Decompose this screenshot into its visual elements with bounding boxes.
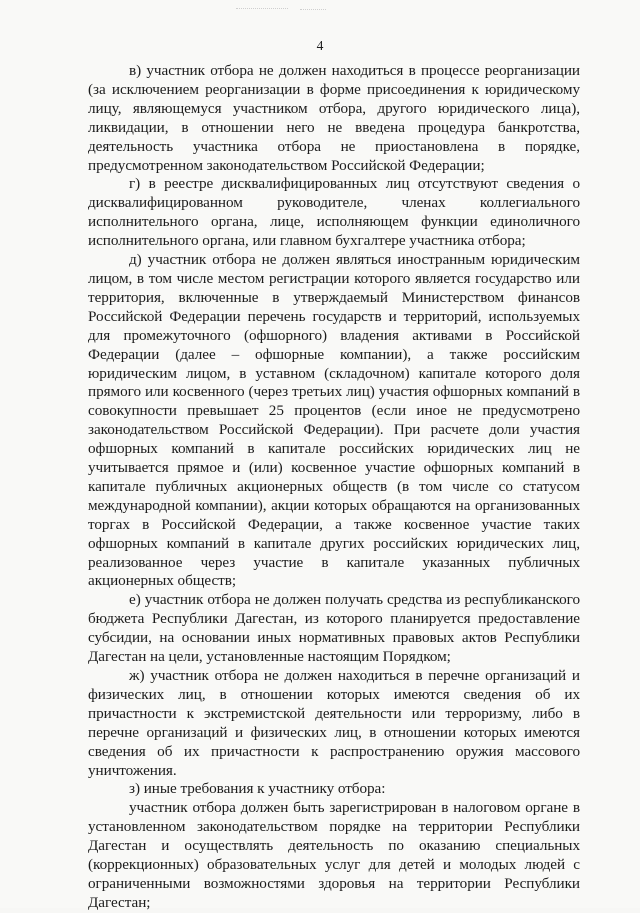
scan-artifact [236, 8, 288, 11]
scan-artifact [300, 9, 326, 12]
paragraph-v: в) участник отбора не должен находиться в процессе реорганизации (за исключением реорганизации в форме присоединения к юридическому лицу, являющемуся участником отбора, другого юридического лица), ликвидации, в отношении него не введена процедура банкротства, деятельность участника отбора не приостановлена в порядке, предусмотренном законодательством Российской Федерации; [88, 62, 580, 174]
page-number: 4 [316, 38, 324, 53]
paragraph-e: е) участник отбора не должен получать средства из республиканского бюджета Республики Дагестан, из которого планируется предоставление субсидии, на основании иных нормативных правовых актов Республики Дагестан на цели, установленные настоящим Порядком; [88, 591, 580, 666]
paragraph-zh: ж) участник отбора не должен находиться в перечне организаций и физических лиц, в отношении которых имеются сведения об их причастности к экстремистской деятельности или терроризму, либо в перечне организаций и физических лиц, в отношении которых имеются сведения об их причастности к распространению оружия массового уничтожения. [88, 667, 580, 779]
paragraph-d: д) участник отбора не должен являться иностранным юридическим лицом, в том числе местом регистрации которого является государство или территория, включенные в утверждаемый Министерством финансов Российской Федерации перечень государств и территорий, используемых для промежуточного (офшорного) владения активами в Российской Федерации (далее – офшорные компании), а также российским юридическим лицом, в уставном (складочном) капитале которого доля прямого или косвенного (через третьих лиц) участия офшорных компаний в совокупности превышает 25 процентов (если иное не предусмотрено законодательством Российской Федерации). При расчете доли участия офшорных компаний в капитале российских юридических лиц не учитывается прямое и (или) косвенное участие офшорных компаний в капитале публичных акционерных обществ (в том числе со статусом международной компании), акции которых обращаются на организованных торгах в Российской Федерации, а также косвенное участие таких офшорных компаний в капитале других российских юридических лиц, реализованное через участие в капитале указанных публичных акционерных обществ; [88, 251, 580, 590]
paragraph-z-detail: участник отбора должен быть зарегистрирован в налоговом органе в установленном законодательством порядке на территории Республики Дагестан и осуществлять деятельность по оказанию специальных (коррекционных) образовательных услуг для детей и молодых людей с ограниченными возможностями здоровья на территории Республики Дагестан; [88, 799, 580, 911]
document-body [88, 62, 580, 913]
paragraph-z: з) иные требования к участнику отбора: [129, 780, 386, 798]
paragraph-g: г) в реестре дисквалифицированных лиц отсутствуют сведения о дисквалифицированном руководителе, членах коллегиального исполнительного органа, лице, исполняющем функции единоличного исполнительного органа, или главном бухгалтере участника отбора; [88, 175, 580, 250]
